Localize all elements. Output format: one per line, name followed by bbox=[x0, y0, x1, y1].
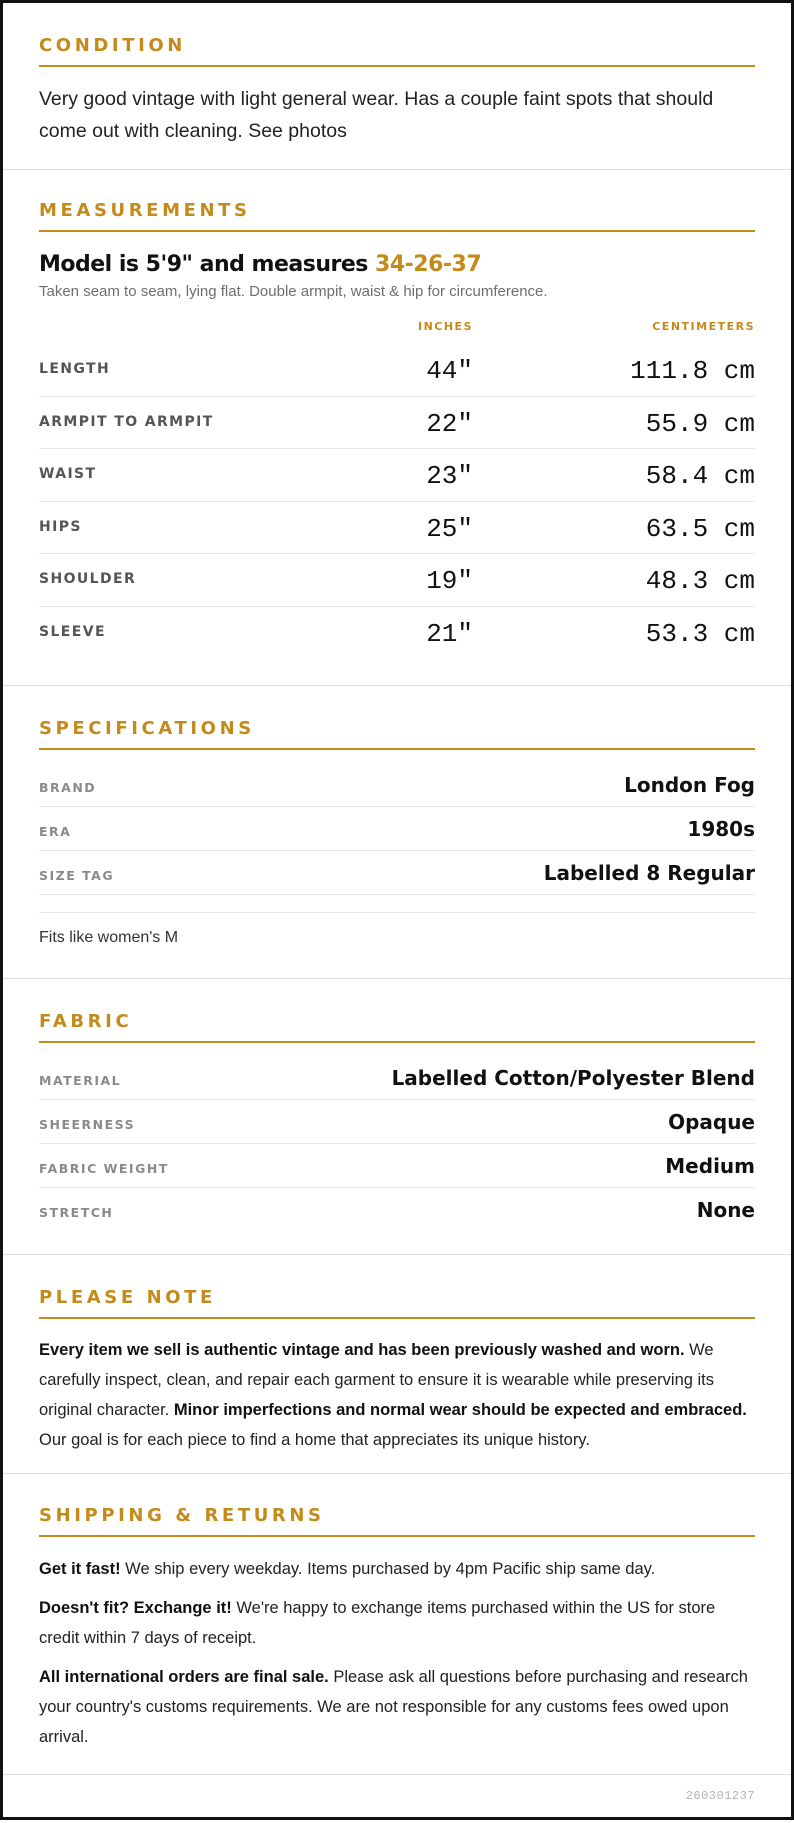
inches-column-header: INCHES bbox=[417, 320, 473, 333]
measurements-table bbox=[39, 344, 755, 659]
measurement-cm: 58.4 cm bbox=[645, 461, 755, 491]
fabric-table bbox=[39, 1056, 755, 1232]
shipping-returns-section bbox=[3, 1474, 791, 1775]
model-measures-line bbox=[39, 252, 755, 277]
measurement-label: SLEEVE bbox=[39, 623, 106, 640]
spec-label: BRAND bbox=[39, 780, 97, 795]
fabric-row-material bbox=[39, 1056, 755, 1100]
measurement-inches: 44" bbox=[426, 356, 473, 386]
divider bbox=[39, 912, 755, 913]
item-code: 260301237 bbox=[685, 1789, 755, 1803]
spec-row-brand bbox=[39, 763, 755, 807]
measurement-row-shoulder bbox=[39, 554, 755, 607]
fabric-label: FABRIC WEIGHT bbox=[39, 1161, 169, 1176]
fabric-row-stretch bbox=[39, 1188, 755, 1232]
fabric-value: None bbox=[696, 1198, 755, 1222]
shipping-paragraph-2 bbox=[39, 1593, 755, 1653]
specifications-table bbox=[39, 763, 755, 895]
specifications-title: SPECIFICATIONS bbox=[39, 718, 755, 750]
measurements-subtitle: Taken seam to seam, lying flat. Double armpit, waist & hip for circumference. bbox=[39, 283, 548, 300]
measurement-cm: 48.3 cm bbox=[645, 566, 755, 596]
measurement-cm: 53.3 cm bbox=[645, 618, 755, 649]
shipping-text-2: We're happy to exchange items purchased within the US for store credit within 7 days of receipt. bbox=[39, 1599, 716, 1647]
shipping-bold-1: Get it fast! bbox=[39, 1560, 121, 1578]
measurements-header-row bbox=[39, 300, 755, 344]
measurement-row-length bbox=[39, 344, 755, 397]
model-measures-value: 34-26-37 bbox=[375, 252, 482, 277]
note-bold-2: Minor imperfections and normal wear should be expected and embraced. bbox=[173, 1401, 747, 1419]
measurement-inches: 23" bbox=[426, 461, 473, 491]
measurement-label: HIPS bbox=[39, 518, 82, 535]
fabric-label: MATERIAL bbox=[39, 1073, 122, 1088]
footer bbox=[3, 1775, 791, 1823]
fabric-value: Medium bbox=[665, 1154, 755, 1178]
fabric-title: FABRIC bbox=[39, 1011, 755, 1043]
shipping-text-3: Please ask all questions before purchasing and research your country's customs requirements. We are not responsible for any customs fees owed upon arrival. bbox=[39, 1668, 748, 1746]
spec-value: Labelled 8 Regular bbox=[543, 861, 755, 885]
fabric-label: SHEERNESS bbox=[39, 1117, 136, 1132]
fit-note: Fits like women's M bbox=[39, 929, 179, 946]
spec-value: London Fog bbox=[624, 773, 755, 797]
condition-section bbox=[3, 3, 791, 170]
centimeters-column-header: CENTIMETERS bbox=[652, 320, 755, 333]
measurement-inches: 19" bbox=[426, 566, 473, 596]
measurement-row-sleeve bbox=[39, 607, 755, 660]
measurement-row-waist bbox=[39, 449, 755, 502]
measurement-label: LENGTH bbox=[39, 361, 111, 377]
measurement-label: WAIST bbox=[39, 466, 97, 482]
fabric-row-sheerness bbox=[39, 1100, 755, 1144]
note-text-1: We carefully inspect, clean, and repair each garment to ensure it is wearable while preserving its original character. bbox=[39, 1341, 715, 1419]
fabric-section bbox=[3, 979, 791, 1255]
fabric-label: STRETCH bbox=[39, 1205, 114, 1220]
shipping-bold-2: Doesn't fit? Exchange it! bbox=[39, 1599, 232, 1617]
model-prefix: Model is 5'9" and measures bbox=[39, 252, 376, 277]
please-note-title: PLEASE NOTE bbox=[39, 1287, 755, 1319]
spec-row-size-tag bbox=[39, 851, 755, 895]
measurement-cm: 63.5 cm bbox=[645, 513, 755, 544]
fabric-value: Opaque bbox=[668, 1110, 755, 1134]
please-note-text bbox=[39, 1335, 755, 1455]
measurement-label: ARMPIT TO ARMPIT bbox=[39, 413, 214, 430]
note-text-2: Our goal is for each piece to find a home that appreciates its unique history. bbox=[39, 1431, 590, 1449]
note-bold-1: Every item we sell is authentic vintage and has been previously washed and worn. bbox=[39, 1341, 685, 1359]
measurement-row-armpit bbox=[39, 397, 755, 450]
measurements-section bbox=[3, 170, 791, 686]
measurement-inches: 25" bbox=[426, 513, 473, 544]
spec-label: ERA bbox=[39, 824, 72, 839]
measurement-cm: 111.8 cm bbox=[630, 356, 755, 386]
condition-text: Very good vintage with light general wear. Has a couple faint spots that should come out with cleaning. See photos bbox=[39, 88, 714, 142]
shipping-paragraph-3 bbox=[39, 1662, 755, 1752]
fabric-row-weight bbox=[39, 1144, 755, 1188]
spec-row-era bbox=[39, 807, 755, 851]
shipping-bold-3: All international orders are final sale. bbox=[39, 1668, 329, 1686]
condition-title: CONDITION bbox=[39, 35, 755, 67]
measurement-label: SHOULDER bbox=[39, 571, 137, 587]
please-note-section bbox=[3, 1255, 791, 1474]
measurements-title: MEASUREMENTS bbox=[39, 200, 755, 232]
shipping-paragraph-1 bbox=[39, 1554, 755, 1584]
measurement-cm: 55.9 cm bbox=[645, 408, 755, 439]
measurement-inches: 22" bbox=[426, 408, 473, 439]
shipping-text-1: We ship every weekday. Items purchased by 4pm Pacific ship same day. bbox=[120, 1560, 656, 1578]
measurement-row-hips bbox=[39, 502, 755, 555]
spec-value: 1980s bbox=[687, 817, 755, 841]
shipping-returns-title: SHIPPING & RETURNS bbox=[39, 1505, 755, 1537]
measurement-inches: 21" bbox=[426, 618, 473, 649]
fabric-value: Labelled Cotton/Polyester Blend bbox=[391, 1066, 755, 1090]
spec-label: SIZE TAG bbox=[39, 868, 115, 883]
specifications-section bbox=[3, 686, 791, 979]
